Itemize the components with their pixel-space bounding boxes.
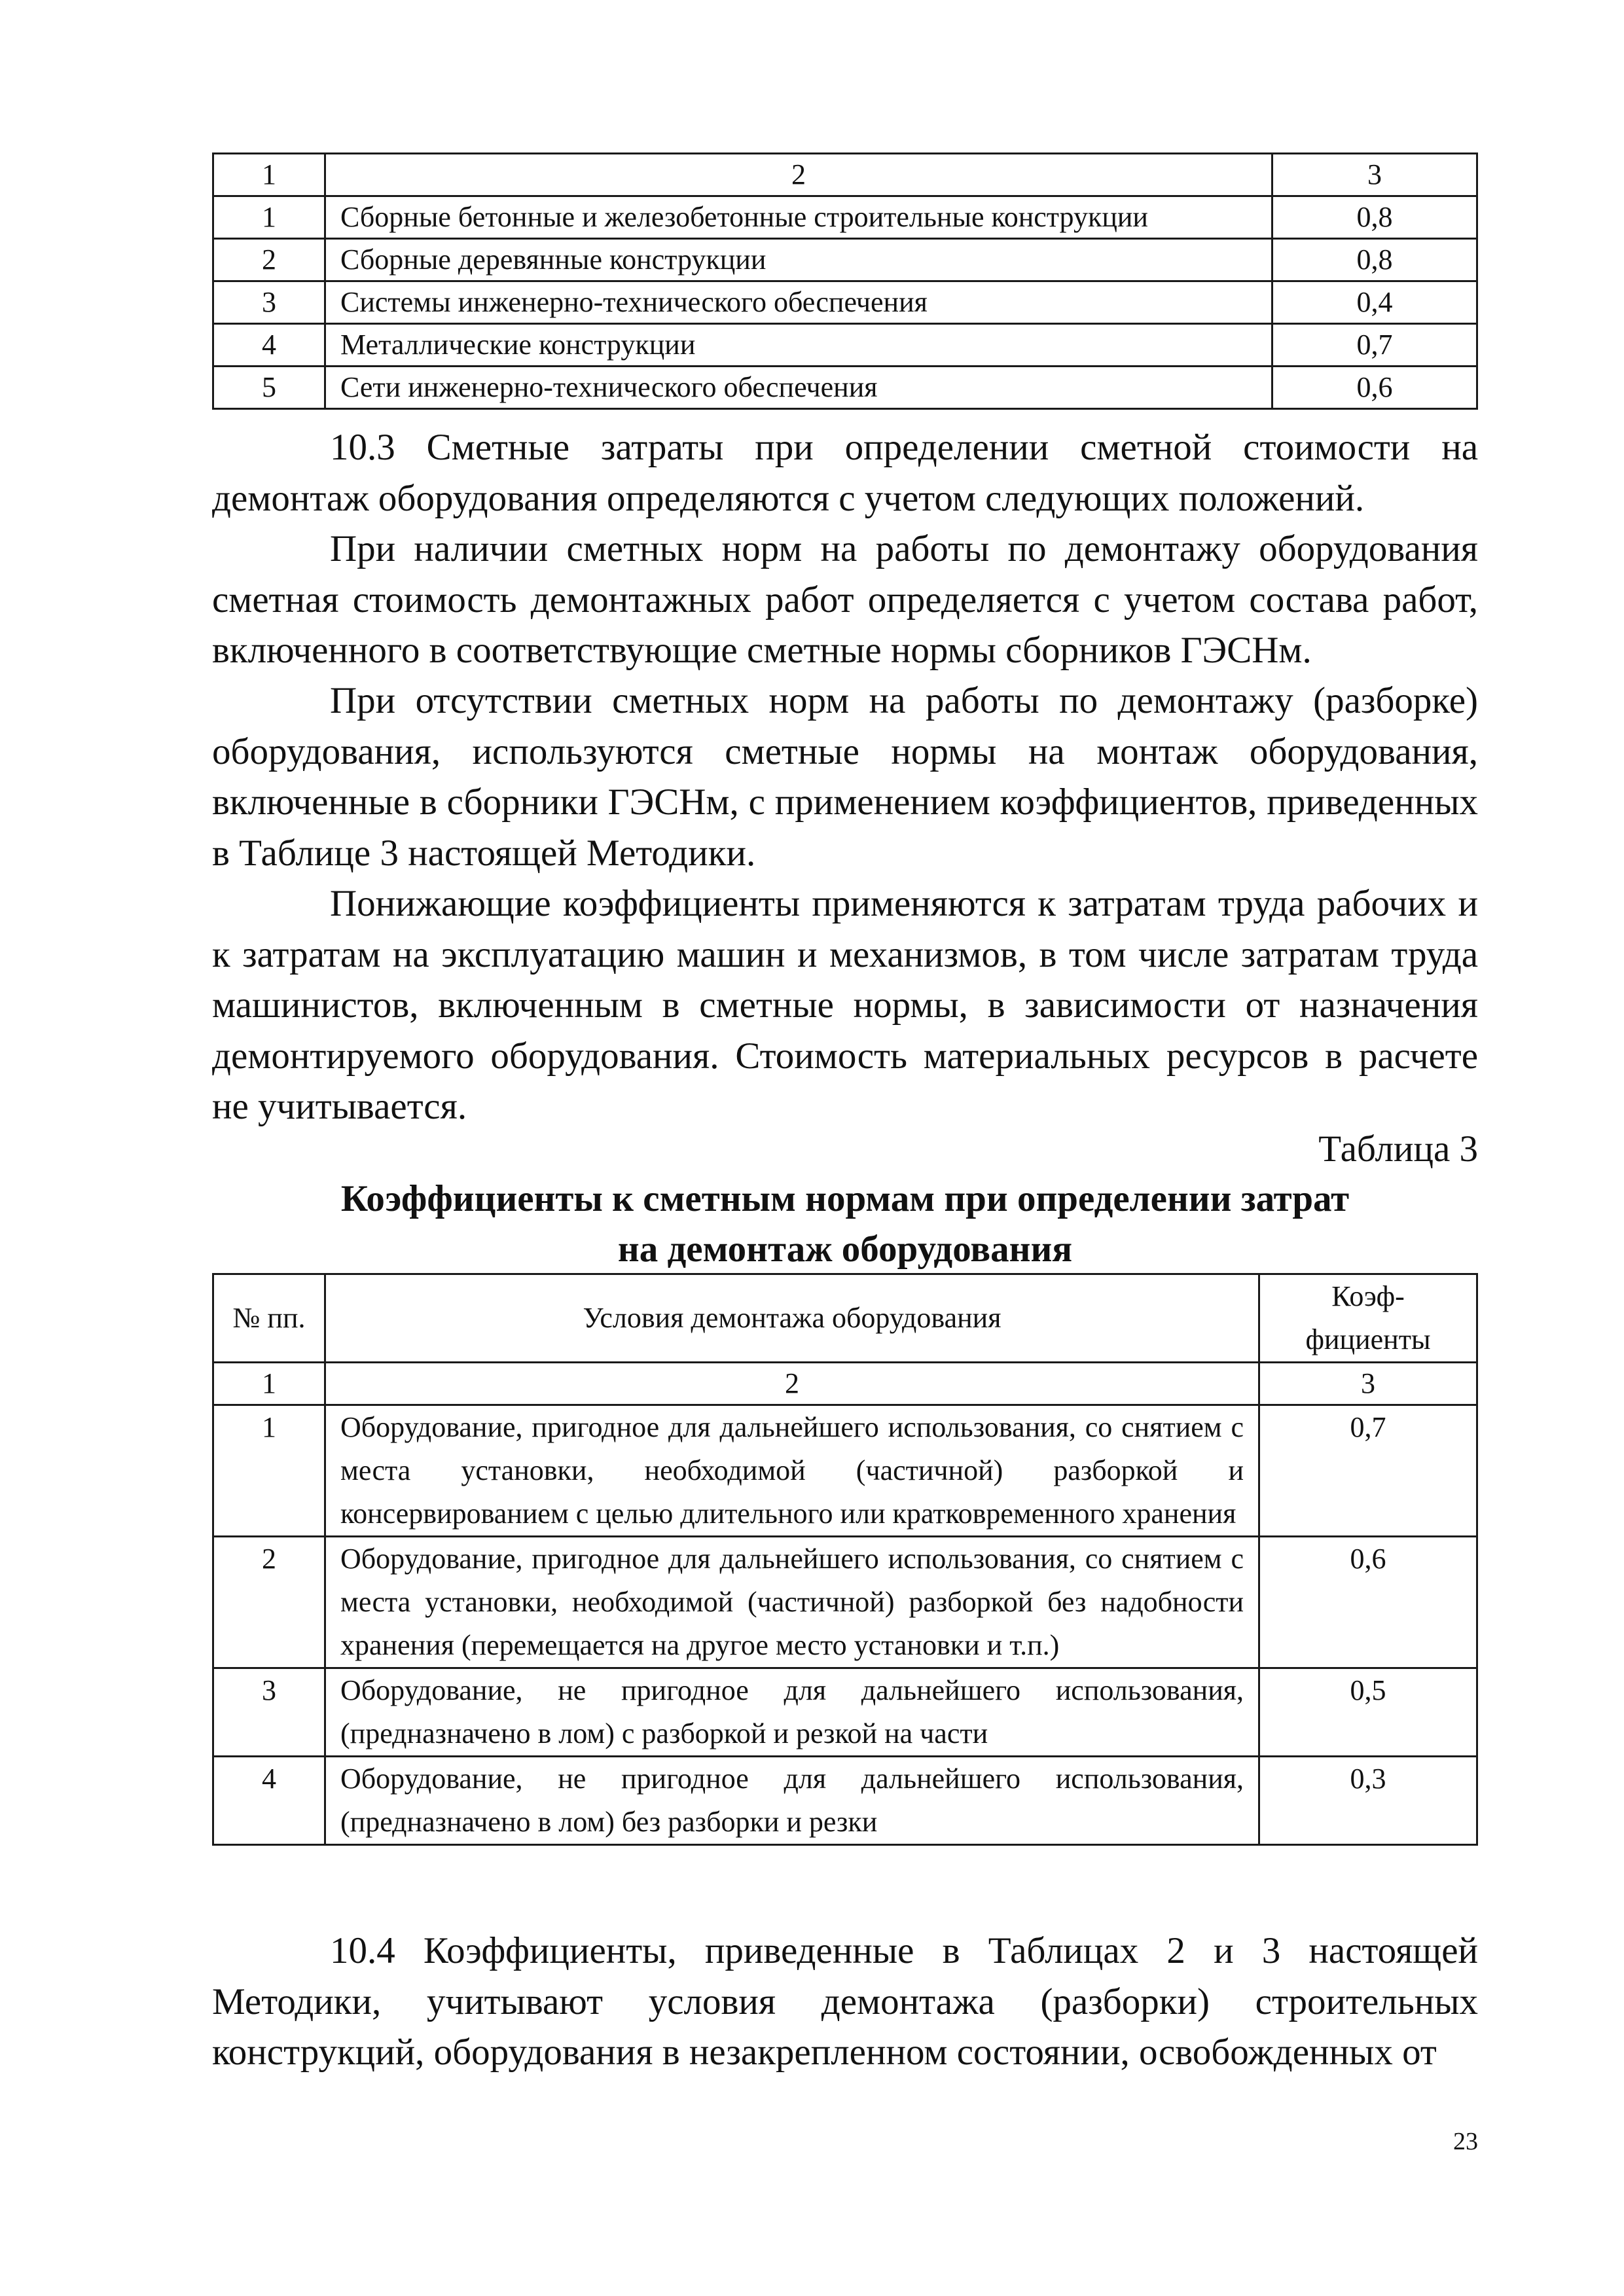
row-number: 5 [213, 367, 325, 409]
header-cell-3: 3 [1272, 154, 1477, 196]
row-number: 3 [213, 1668, 325, 1757]
row-text: Оборудование, пригодное для дальнейшего использования, со снятием с места установки, необходимой (частичной) разборкой и консервированием с целью длительного или кратковременного хранения [325, 1405, 1259, 1537]
subheader-cell-3: 3 [1259, 1363, 1477, 1405]
table-3-title-line-1: Коэффициенты к сметным нормам при определении затрат [340, 1178, 1350, 1219]
row-value: 0,4 [1272, 281, 1477, 324]
row-text: Сети инженерно-технического обеспечения [325, 367, 1272, 409]
row-number: 1 [213, 196, 325, 239]
table-2-continuation [212, 152, 1478, 410]
table-3-title-line-2: на демонтаж оборудования [617, 1229, 1073, 1270]
table-row [213, 1405, 1477, 1537]
row-value: 0,6 [1259, 1537, 1477, 1668]
row-number: 4 [213, 1757, 325, 1845]
row-value: 0,3 [1259, 1757, 1477, 1845]
coefficient-header-line-2: фициенты [1305, 1323, 1431, 1355]
column-header-condition: Условия демонтажа оборудования [325, 1274, 1259, 1363]
page-number: 23 [1453, 2128, 1478, 2155]
row-value: 0,8 [1272, 239, 1477, 281]
coefficient-header-line-1: Коэф- [1331, 1280, 1405, 1312]
table-3 [212, 1273, 1478, 1846]
table-3-title [212, 1174, 1478, 1274]
table-row [213, 196, 1477, 239]
header-cell-2: 2 [325, 154, 1272, 196]
paragraph-reducing-coefficients: Понижающие коэффициенты применяются к затратам труда рабочих и к затратам на эксплуатацию машин и механизмов, в том числе затратам труда машинистов, включенным в сметные нормы, в зависимости от назначения демонтируемого оборудования. Стоимость материальных ресурсов в расчете не учитывается. [212, 883, 1478, 1127]
paragraph-10-4: 10.4 Коэффициенты, приведенные в Таблицах 2 и 3 настоящей Методики, учитывают условия демонтажа (разборки) строительных конструкций, оборудования в незакрепленном состоянии, освобожденных от [212, 1930, 1478, 2073]
row-text: Оборудование, не пригодное для дальнейшего использования, (предназначено в лом) без разборки и резки [325, 1757, 1259, 1845]
table-header-row [213, 154, 1477, 196]
paragraph-norms-absent: При отсутствии сметных норм на работы по демонтажу (разборке) оборудования, используются сметные нормы на монтаж оборудования, включенные в сборники ГЭСНм, с применением коэффициентов, приведенных в Таблице 3 настоящей Методики. [212, 680, 1478, 874]
row-text: Системы инженерно-технического обеспечения [325, 281, 1272, 324]
row-number: 1 [213, 1405, 325, 1537]
table-row [213, 1668, 1477, 1757]
table-row [213, 1537, 1477, 1668]
table-subheader-row [213, 1363, 1477, 1405]
row-text: Оборудование, пригодное для дальнейшего использования, со снятием с места установки, необходимой (частичной) разборкой без надобности хранения (перемещается на другое место установки и т.п.) [325, 1537, 1259, 1668]
table-3-label: Таблица 3 [1318, 1128, 1478, 1170]
row-value: 0,6 [1272, 367, 1477, 409]
row-text: Металлические конструкции [325, 324, 1272, 367]
subheader-cell-1: 1 [213, 1363, 325, 1405]
row-number: 4 [213, 324, 325, 367]
row-number: 2 [213, 239, 325, 281]
table-row [213, 324, 1477, 367]
row-text: Сборные деревянные конструкции [325, 239, 1272, 281]
row-value: 0,8 [1272, 196, 1477, 239]
paragraph-10-3: 10.3 Сметные затраты при определении сметной стоимости на демонтаж оборудования определяются с учетом следующих положений. [212, 427, 1478, 519]
table-row [213, 239, 1477, 281]
row-text: Оборудование, не пригодное для дальнейшего использования, (предназначено в лом) с разборкой и резкой на части [325, 1668, 1259, 1757]
row-number: 2 [213, 1537, 325, 1668]
table-header-row [213, 1274, 1477, 1363]
row-value: 0,5 [1259, 1668, 1477, 1757]
row-value: 0,7 [1259, 1405, 1477, 1537]
row-text: Сборные бетонные и железобетонные строительные конструкции [325, 196, 1272, 239]
column-header-coefficient [1259, 1274, 1477, 1363]
table-row [213, 1757, 1477, 1845]
subheader-cell-2: 2 [325, 1363, 1259, 1405]
row-number: 3 [213, 281, 325, 324]
header-cell-1: 1 [213, 154, 325, 196]
column-header-number: № пп. [213, 1274, 325, 1363]
row-value: 0,7 [1272, 324, 1477, 367]
table-row [213, 367, 1477, 409]
paragraph-norms-present: При наличии сметных норм на работы по демонтажу оборудования сметная стоимость демонтажных работ определяется с учетом состава работ, включенного в соответствующие сметные нормы сборников ГЭСНм. [212, 528, 1478, 671]
table-row [213, 281, 1477, 324]
